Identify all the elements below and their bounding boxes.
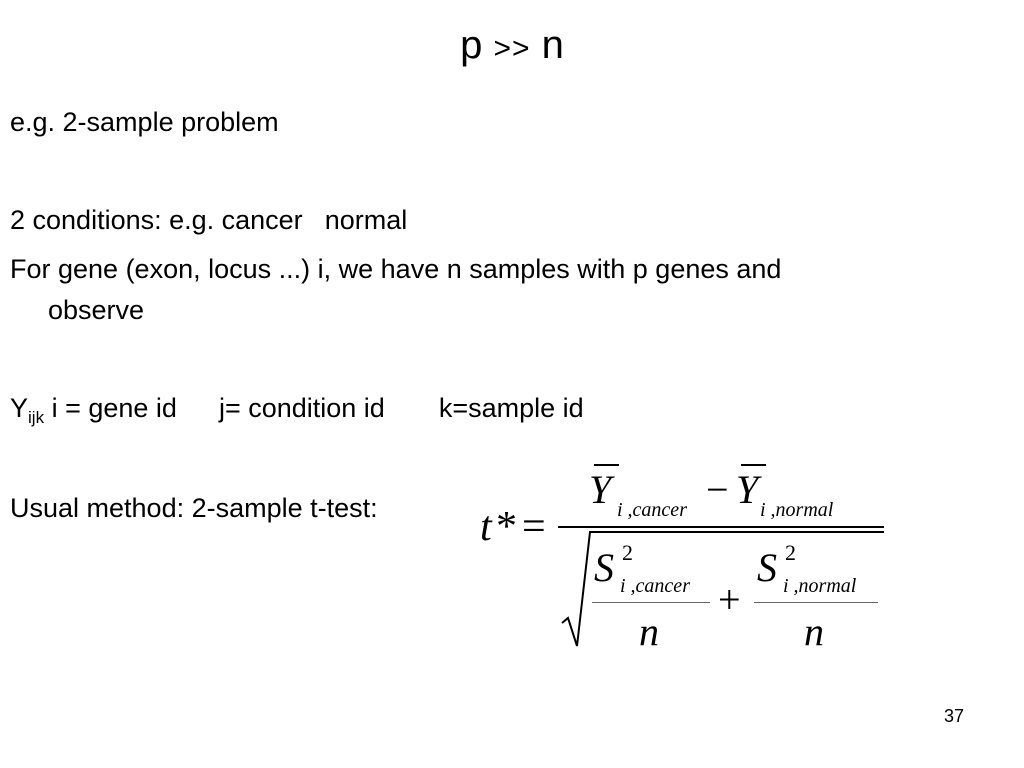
normal-mean-bar	[741, 464, 766, 466]
cancer-subscript: i ,cancer	[617, 499, 687, 521]
cancer-n-symbol: n	[639, 609, 659, 654]
conditions-line	[10, 202, 407, 238]
gene-line: For gene (exon, locus ...) i, we have n samples with p genes and	[10, 254, 782, 284]
normal-n-symbol: n	[804, 609, 824, 654]
method-line: Usual method: 2-sample t-test:	[10, 493, 378, 523]
normal-variance-symbol: S	[757, 545, 777, 590]
normal-text: normal	[324, 205, 408, 235]
t-symbol: t	[480, 504, 492, 550]
title-p: p	[460, 23, 483, 67]
square-root-sign	[560, 528, 885, 653]
slide-title	[0, 20, 1024, 74]
gene-line-continued: observe	[48, 295, 145, 325]
title-operator: >>	[493, 32, 531, 65]
conditions-text: 2 conditions: e.g. cancer	[10, 205, 303, 235]
y-subscript: ijk	[28, 408, 45, 427]
condition-id-text: j= condition id	[218, 393, 385, 423]
example-line: e.g. 2-sample problem	[10, 107, 279, 137]
normal-variance-subscript: i ,normal	[783, 575, 857, 597]
cancer-variance-exponent: 2	[622, 540, 633, 565]
main-fraction-bar	[558, 526, 884, 528]
normal-mean-symbol: Y	[736, 467, 759, 512]
star-symbol: *	[496, 504, 517, 550]
page-number: 37	[943, 706, 964, 726]
cancer-variance-symbol: S	[594, 545, 614, 590]
variable-definition-line	[10, 390, 584, 426]
cancer-variance-bar	[592, 602, 710, 603]
sample-id-text: k=sample id	[438, 393, 584, 423]
gene-id-text: i = gene id	[51, 393, 177, 423]
plus-sign: +	[718, 577, 741, 622]
cancer-mean-bar	[594, 464, 619, 466]
y-symbol: Y	[10, 393, 29, 423]
cancer-mean-symbol: Y	[589, 467, 612, 512]
title-n: n	[541, 23, 564, 67]
minus-sign: −	[706, 467, 729, 512]
equals-sign: =	[522, 504, 546, 550]
normal-variance-bar	[754, 602, 878, 603]
normal-subscript: i ,normal	[760, 499, 834, 521]
cancer-variance-subscript: i ,cancer	[620, 575, 690, 597]
normal-variance-exponent: 2	[785, 540, 796, 565]
